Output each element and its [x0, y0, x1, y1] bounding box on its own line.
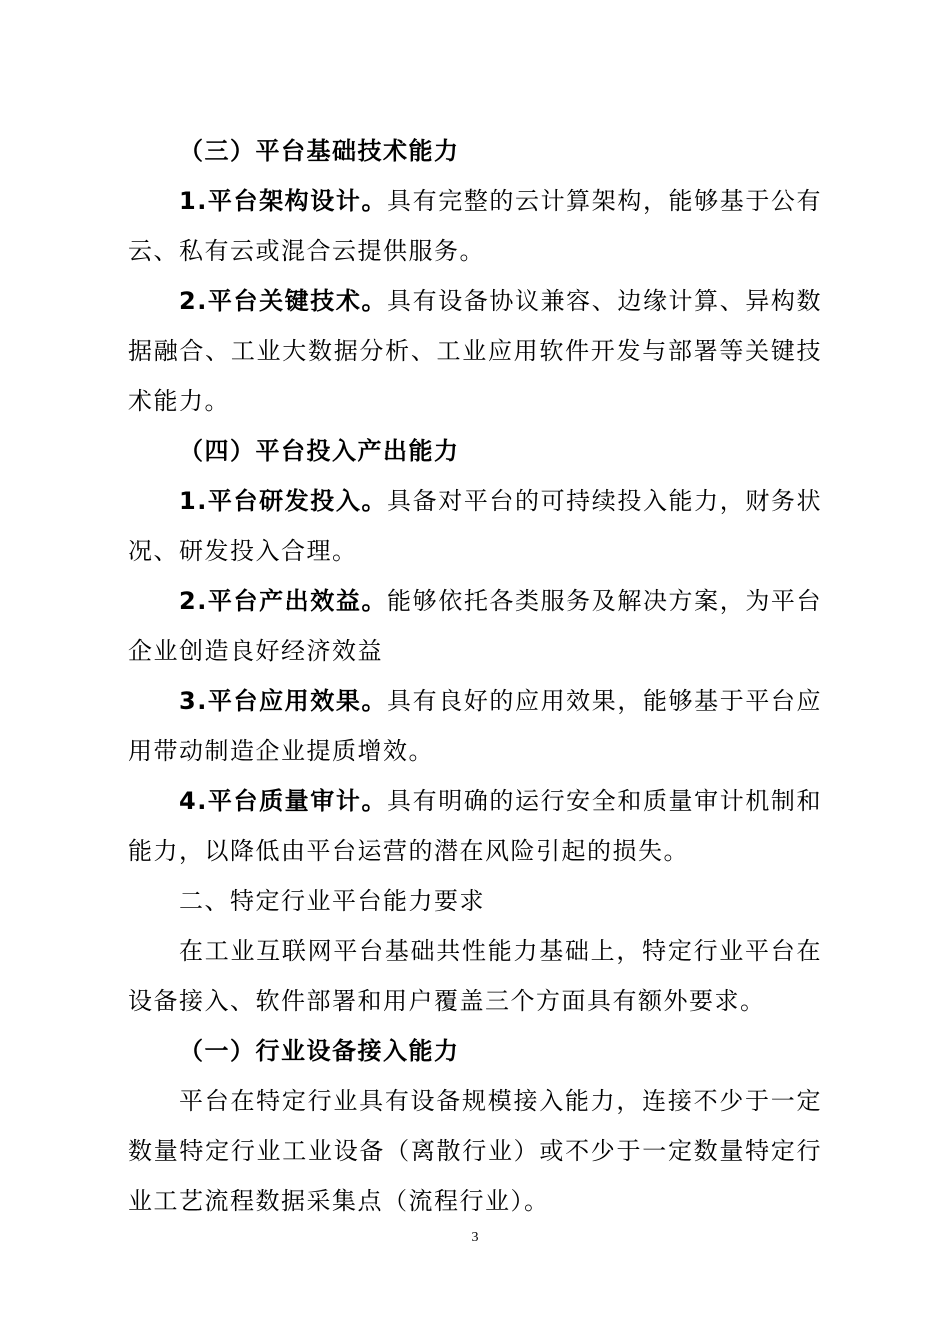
item-body: 具有明确的运行安全和质量审计机制和能力，以降低由平台运营的潜在风险引起的损失。: [128, 787, 822, 865]
item-body: 具有设备协议兼容、边缘计算、异构数据融合、工业大数据分析、工业应用软件开发与部署等关键技术能力。: [128, 287, 822, 415]
item-quality-audit: [128, 776, 822, 876]
body-paragraph-device-access: 平台在特定行业具有设备规模接入能力，连接不少于一定数量特定行业工业设备（离散行业）或不少于一定数量特定行业工艺流程数据采集点（流程行业）。: [128, 1087, 822, 1215]
item-lead: 1.平台架构设计。: [179, 187, 388, 215]
subheading-device-access: （一）行业设备接入能力: [179, 1037, 460, 1065]
page-content: [128, 126, 822, 1226]
item-body: 具有良好的应用效果，能够基于平台应用带动制造企业提质增效。: [128, 687, 822, 765]
item-lead: 4.平台质量审计。: [179, 787, 388, 815]
item-body: 具备对平台的可持续投入能力，财务状况、研发投入合理。: [128, 487, 822, 565]
subheading-platform-tech: （三）平台基础技术能力: [179, 137, 460, 165]
item-rd-investment: [128, 476, 822, 576]
item-lead: 2.平台产出效益。: [179, 587, 388, 615]
item-lead: 3.平台应用效果。: [179, 687, 388, 715]
item-architecture: [128, 176, 822, 276]
item-key-tech: [128, 276, 822, 426]
item-body: 具有完整的云计算架构，能够基于公有云、私有云或混合云提供服务。: [128, 187, 822, 265]
item-lead: 2.平台关键技术。: [179, 287, 388, 315]
item-body: 能够依托各类服务及解决方案，为平台企业创造良好经济效益: [128, 587, 822, 665]
subheading-input-output: （四）平台投入产出能力: [179, 437, 460, 465]
item-output-benefit: [128, 576, 822, 676]
item-application-effect: [128, 676, 822, 776]
body-paragraph-industry-intro: 在工业互联网平台基础共性能力基础上，特定行业平台在设备接入、软件部署和用户覆盖三个方面具有额外要求。: [128, 937, 822, 1015]
item-lead: 1.平台研发投入。: [179, 487, 388, 515]
page-number: 3: [471, 1230, 479, 1245]
section-heading-industry: 二、特定行业平台能力要求: [179, 887, 485, 915]
